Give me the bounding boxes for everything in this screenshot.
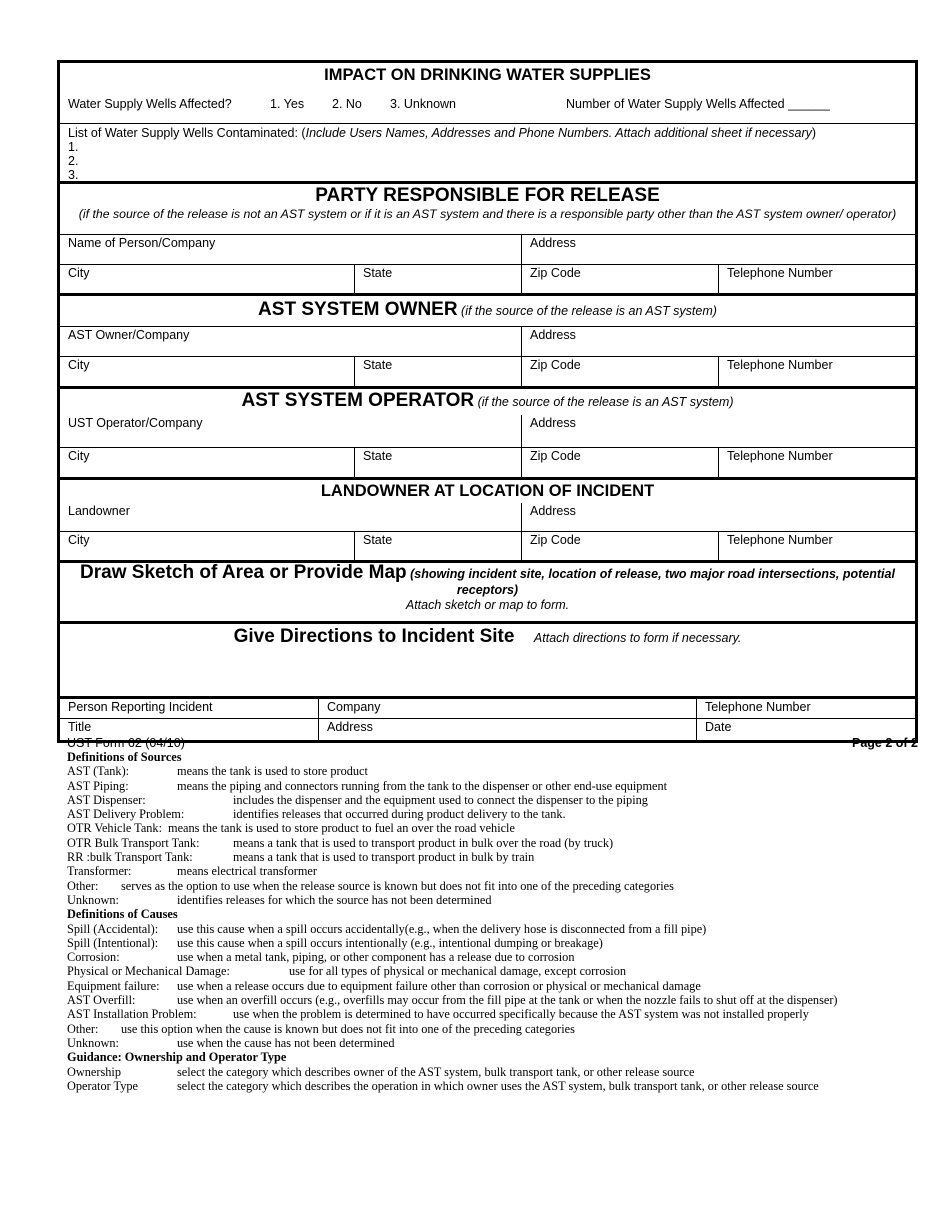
reporter-title-field[interactable]: Title xyxy=(68,720,92,734)
cause-row xyxy=(67,993,927,1007)
sketch-title: Draw Sketch of Area or Provide Map xyxy=(80,562,407,583)
source-row xyxy=(67,879,927,893)
source-row xyxy=(67,850,927,864)
cause-row xyxy=(67,936,927,950)
causes-heading: Definitions of Causes xyxy=(67,907,178,922)
wells-list-label: List of Water Supply Wells Contaminated: ( xyxy=(68,126,306,140)
source-term: AST Dispenser: xyxy=(67,792,146,807)
source-definition: means the piping and connectors running from the tank to the dispenser or other end-use equipment xyxy=(177,778,668,793)
landowner-title: LANDOWNER AT LOCATION OF INCIDENT xyxy=(320,482,655,500)
cause-row xyxy=(67,979,927,993)
source-row xyxy=(67,764,927,778)
landowner-city-field[interactable]: City xyxy=(68,533,90,547)
source-row xyxy=(67,864,927,878)
guidance-row xyxy=(67,1065,927,1079)
landowner-zip-field[interactable]: Zip Code xyxy=(521,532,718,560)
owner-phone-field[interactable]: Telephone Number xyxy=(718,357,915,386)
source-term: AST (Tank): xyxy=(67,764,130,779)
source-definition: means the tank is used to store product xyxy=(177,764,368,779)
cause-term: Equipment failure: xyxy=(67,978,160,993)
causes-list xyxy=(67,922,927,1051)
num-wells-field[interactable]: Number of Water Supply Wells Affected ______ xyxy=(566,97,830,111)
party-title: PARTY RESPONSIBLE FOR RELEASE xyxy=(315,185,660,206)
directions-title: Give Directions to Incident Site xyxy=(233,626,515,647)
cause-row xyxy=(67,1007,927,1021)
wells-opt-no[interactable]: 2. No xyxy=(332,97,362,111)
directions-note: Attach directions to form if necessary. xyxy=(533,631,742,645)
landowner-state-field[interactable]: State xyxy=(354,532,521,560)
party-address-field[interactable]: Address xyxy=(521,235,915,264)
cause-definition: use when a release occurs due to equipment failure other than corrosion or physical or mechanical damage xyxy=(177,978,701,993)
landowner-address-field[interactable]: Address xyxy=(521,503,915,531)
cause-definition: use for all types of physical or mechanical damage, except corrosion xyxy=(289,964,627,979)
cause-term: Unknown: xyxy=(67,1035,119,1050)
source-definition: identifies releases for which the source has not been determined xyxy=(177,892,492,907)
source-term: OTR Vehicle Tank: xyxy=(67,821,162,836)
cause-term: AST Installation Problem: xyxy=(67,1007,197,1022)
directions-section[interactable] xyxy=(60,624,915,699)
operator-phone-field[interactable]: Telephone Number xyxy=(718,448,915,477)
source-term: AST Delivery Problem: xyxy=(67,807,185,822)
cause-row xyxy=(67,950,927,964)
cause-row xyxy=(67,922,927,936)
guidance-row xyxy=(67,1079,927,1093)
sources-heading: Definitions of Sources xyxy=(67,750,182,764)
reporter-person-field[interactable]: Person Reporting Incident xyxy=(68,700,213,714)
impact-section xyxy=(60,63,915,184)
source-row xyxy=(67,836,927,850)
reporter-phone-field[interactable]: Telephone Number xyxy=(696,699,915,718)
wells-list-field[interactable] xyxy=(60,124,915,181)
source-term: Other: xyxy=(67,878,99,893)
party-state-field[interactable]: State xyxy=(354,265,521,293)
source-term: OTR Bulk Transport Tank: xyxy=(67,835,200,850)
cause-row xyxy=(67,964,927,978)
wells-list-instructions: Include Users Names, Addresses and Phone Numbers. Attach additional sheet if necessary xyxy=(305,126,812,140)
cause-term: Spill (Intentional): xyxy=(67,935,159,950)
party-section xyxy=(60,184,915,296)
source-term: RR :bulk Transport Tank: xyxy=(67,850,193,865)
cause-term: Corrosion: xyxy=(67,950,120,965)
party-name-field[interactable]: Name of Person/Company xyxy=(68,236,216,250)
source-definition: includes the dispenser and the equipment used to connect the dispenser to the piping xyxy=(233,792,648,807)
cause-row xyxy=(67,1036,927,1050)
source-term: Unknown: xyxy=(67,892,119,907)
cause-definition: use this cause when a spill occurs intentionally (e.g., intentional dumping or breakage) xyxy=(177,935,603,950)
owner-state-field[interactable]: State xyxy=(354,357,521,386)
cause-definition: use this option when the cause is known but does not fit into one of the preceding categories xyxy=(121,1021,575,1036)
source-definition: means the tank is used to store product to fuel an over the road vehicle xyxy=(168,821,515,836)
wells-list-close: ) xyxy=(811,126,817,140)
guidance-definition: select the category which describes the operation in which owner uses the AST system, bulk transport tank, or other release source xyxy=(177,1078,819,1093)
owner-section xyxy=(60,296,915,389)
operator-note: (if the source of the release is an AST system) xyxy=(477,395,734,409)
cause-term: AST Overfill: xyxy=(67,993,136,1008)
wells-list-item-2: 2. xyxy=(68,154,79,168)
owner-name-field[interactable]: AST Owner/Company xyxy=(68,328,190,342)
definitions-block xyxy=(67,750,927,1093)
reporter-company-field[interactable]: Company xyxy=(318,699,696,718)
reporter-address-field[interactable]: Address xyxy=(318,719,696,740)
wells-list-item-3: 3. xyxy=(68,168,79,182)
source-definition: serves as the option to use when the release source is known but does not fit into one of the preceding categories xyxy=(121,878,674,893)
cause-definition: use when an overfill occurs (e.g., overfills may occur from the fill pipe at the tank or when the nozzle fails to shut off at the dispenser) xyxy=(177,993,838,1008)
owner-title: AST SYSTEM OWNER xyxy=(258,299,458,320)
landowner-name-field[interactable]: Landowner xyxy=(68,504,130,518)
guidance-heading: Guidance: Ownership and Operator Type xyxy=(67,1050,287,1065)
wells-opt-yes[interactable]: 1. Yes xyxy=(270,97,305,111)
source-definition: means a tank that is used to transport product in bulk over the road (by truck) xyxy=(233,835,614,850)
wells-opt-unknown[interactable]: 3. Unknown xyxy=(390,97,457,111)
cause-definition: use when a metal tank, piping, or other component has a release due to corrosion xyxy=(177,950,575,965)
source-row xyxy=(67,893,927,907)
owner-address-field[interactable]: Address xyxy=(521,327,915,356)
source-definition: identifies releases that occurred during product delivery to the tank. xyxy=(233,807,566,822)
operator-title: AST SYSTEM OPERATOR xyxy=(241,390,475,411)
form-id: UST Form 62 (04/10) xyxy=(67,736,185,750)
sketch-attach: Attach sketch or map to form. xyxy=(405,598,570,612)
source-definition: means a tank that is used to transport product in bulk by train xyxy=(233,850,535,865)
sketch-section[interactable] xyxy=(60,563,915,624)
owner-zip-field[interactable]: Zip Code xyxy=(521,357,718,386)
source-term: Transformer: xyxy=(67,864,132,879)
landowner-phone-field[interactable]: Telephone Number xyxy=(718,532,915,560)
cause-definition: use this cause when a spill occurs accidentally(e.g., when the delivery hose is disconnected from a fill pipe) xyxy=(177,921,707,936)
source-row xyxy=(67,807,927,821)
operator-name-field[interactable]: UST Operator/Company xyxy=(68,416,203,430)
party-zip-field[interactable]: Zip Code xyxy=(521,265,718,293)
operator-section xyxy=(60,389,915,480)
guidance-definition: select the category which describes owner of the AST system, bulk transport tank, or other release source xyxy=(177,1064,695,1079)
reporter-section xyxy=(60,699,915,740)
party-city-field[interactable]: City xyxy=(68,266,90,280)
sketch-note: (showing incident site, location of release, two major road intersections, potential receptors) xyxy=(410,567,895,597)
owner-note: (if the source of the release is an AST system) xyxy=(461,304,717,318)
impact-title: IMPACT ON DRINKING WATER SUPPLIES xyxy=(324,66,651,84)
operator-address-field[interactable]: Address xyxy=(521,415,915,447)
cause-term: Other: xyxy=(67,1021,99,1036)
party-subtitle: (if the source of the release is not an AST system or if it is an AST system and there is a responsible party other than the AST system owner/ operator) xyxy=(78,207,897,221)
operator-city-field[interactable]: City xyxy=(68,449,90,463)
guidance-list xyxy=(67,1065,927,1094)
source-term: AST Piping: xyxy=(67,778,129,793)
release-report-form xyxy=(57,60,918,743)
page-number: Page 2 of 2 xyxy=(852,736,918,750)
wells-list-item-1: 1. xyxy=(68,140,79,154)
guidance-term: Ownership xyxy=(67,1064,121,1079)
operator-zip-field[interactable]: Zip Code xyxy=(521,448,718,477)
owner-city-field[interactable]: City xyxy=(68,358,90,372)
landowner-section xyxy=(60,480,915,563)
cause-definition: use when the problem is determined to have occurred specifically because the AST system was not installed properly xyxy=(233,1007,809,1022)
cause-term: Spill (Accidental): xyxy=(67,921,159,936)
source-definition: means electrical transformer xyxy=(177,864,317,879)
cause-row xyxy=(67,1022,927,1036)
reporter-date-field[interactable]: Date xyxy=(696,719,915,740)
sources-list xyxy=(67,764,927,907)
cause-definition: use when the cause has not been determined xyxy=(177,1035,395,1050)
source-row xyxy=(67,793,927,807)
source-row xyxy=(67,821,927,835)
party-phone-field[interactable]: Telephone Number xyxy=(718,265,915,293)
wells-affected-label: Water Supply Wells Affected? xyxy=(68,97,232,111)
source-row xyxy=(67,779,927,793)
operator-state-field[interactable]: State xyxy=(354,448,521,477)
cause-term: Physical or Mechanical Damage: xyxy=(67,964,230,979)
guidance-term: Operator Type xyxy=(67,1078,138,1093)
